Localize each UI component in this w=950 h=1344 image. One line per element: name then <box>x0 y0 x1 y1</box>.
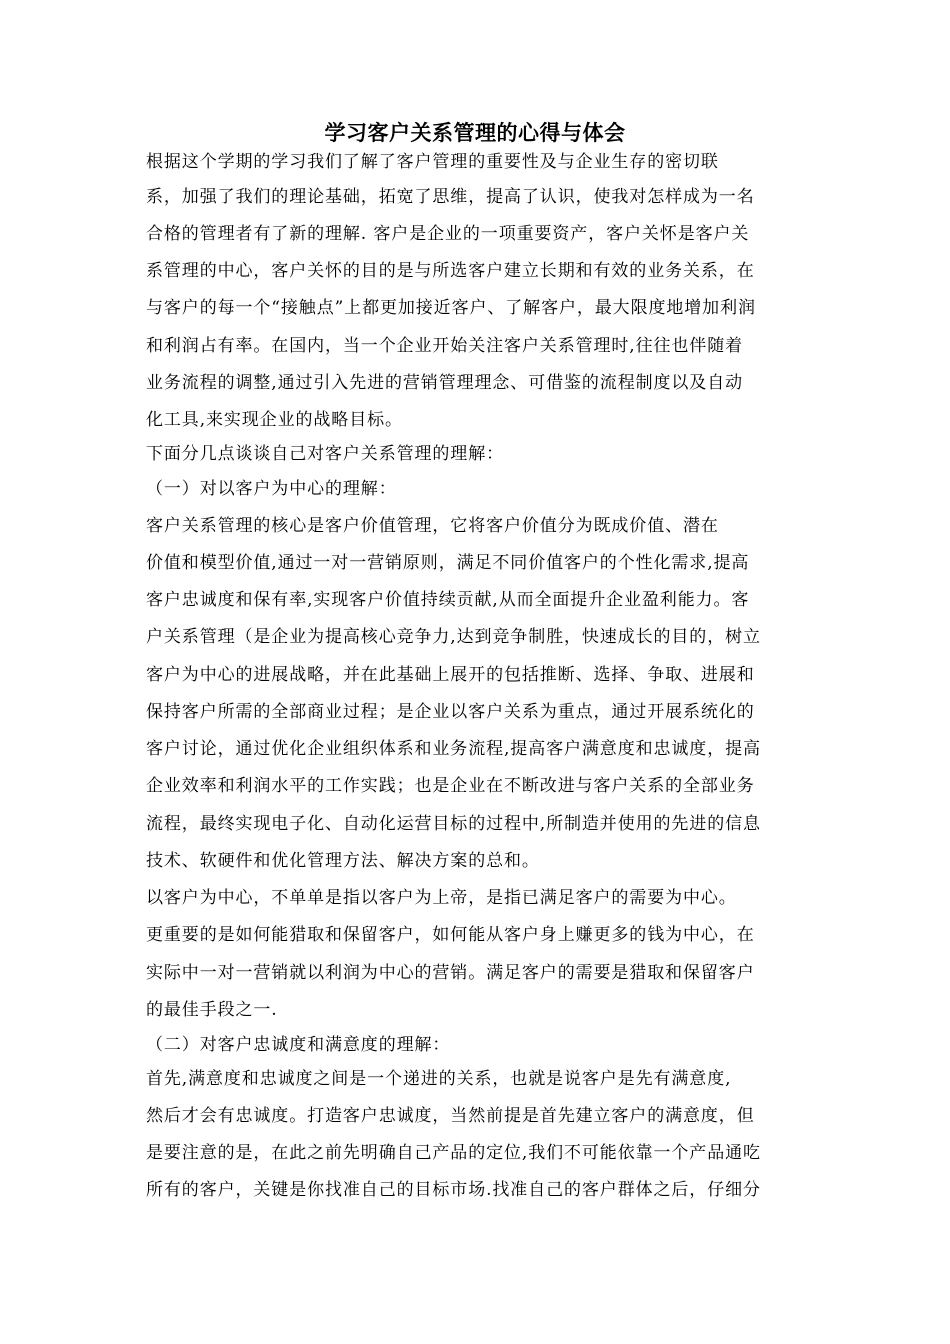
document-title: 学习客户关系管理的心得与体会 <box>324 121 626 145</box>
paragraph-line: 的最佳手段之一. <box>146 1000 278 1020</box>
paragraph-line: 客户为中心的进展战略，并在此基础上展开的包括推断、选择、争取、进展和 <box>146 665 755 685</box>
paragraph-line: 以客户为中心，不单单是指以客户为上帝，是指已满足客户的需要为中心。 <box>146 888 737 908</box>
section-heading: （二）对客户忠诚度和满意度的理解： <box>146 1035 451 1055</box>
paragraph-line: 流程，最终实现电子化、自动化运营目标的过程中,所制造并使用的先进的信息 <box>146 814 761 834</box>
paragraph-line: 系管理的中心，客户关怀的目的是与所选客户建立长期和有效的业务关系，在 <box>146 261 755 281</box>
paragraph-line: 客户忠诚度和保有率,实现客户价值持续贡献,从而全面提升企业盈利能力。客 <box>146 590 750 610</box>
paragraph-line: 价值和模型价值,通过一对一营销原则，满足不同价值客户的个性化需求,提高 <box>146 553 750 573</box>
paragraph-line: 户关系管理（是企业为提高核心竞争力,达到竞争制胜，快速成长的目的，树立 <box>146 627 761 647</box>
paragraph-line: 与客户的每一个“接触点”上都更加接近客户、了解客户，最大限度地增加利润 <box>146 298 756 318</box>
paragraph-line: 企业效率和利润水平的工作实践；也是企业在不断改进与客户关系的全部业务 <box>146 776 755 796</box>
paragraph-line: 实际中一对一营销就以利润为中心的营销。满足客户的需要是猎取和保留客户 <box>146 963 755 983</box>
paragraph-line: 下面分几点谈谈自己对客户关系管理的理解： <box>146 444 504 464</box>
paragraph-line: 是要注意的是，在此之前先明确自己产品的定位,我们不可能依靠一个产品通吃 <box>146 1143 761 1163</box>
paragraph-line: 系，加强了我们的理论基础，拓宽了思维，提高了认识，使我对怎样成为一名 <box>146 187 755 207</box>
paragraph-line: 所有的客户，关键是你找准自己的目标市场.找准自己的客户群体之后，仔细分 <box>146 1180 761 1200</box>
paragraph-line: 和利润占有率。在国内，当一个企业开始关注客户关系管理时,往往也伴随着 <box>146 336 744 356</box>
paragraph-line: 保持客户所需的全部商业过程；是企业以客户关系为重点，通过开展系统化的 <box>146 702 755 722</box>
paragraph-line: 客户关系管理的核心是客户价值管理，它将客户价值分为既成价值、潜在 <box>146 516 719 536</box>
paragraph-line: 技术、软硬件和优化管理方法、解决方案的总和。 <box>146 851 540 871</box>
paragraph-line: 更重要的是如何能猎取和保留客户，如何能从客户身上赚更多的钱为中心，在 <box>146 925 755 945</box>
paragraph-line: 合格的管理者有了新的理解. 客户是企业的一项重要资产，客户关怀是客户关 <box>146 224 750 244</box>
paragraph-line: 业务流程的调整,通过引入先进的营销管理理念、可借鉴的流程制度以及自动 <box>146 373 744 393</box>
paragraph-line: 根据这个学期的学习我们了解了客户管理的重要性及与企业生存的密切联 <box>146 152 719 172</box>
paragraph-line: 化工具,来实现企业的战略目标。 <box>146 410 403 430</box>
paragraph-line: 然后才会有忠诚度。打造客户忠诚度，当然前提是首先建立客户的满意度，但 <box>146 1106 755 1126</box>
paragraph-line: 客户讨论，通过优化企业组织体系和业务流程,提高客户满意度和忠诚度，提高 <box>146 739 761 759</box>
section-heading: （一）对以客户为中心的理解： <box>146 479 397 499</box>
paragraph-line: 首先,满意度和忠诚度之间是一个递进的关系，也就是说客户是先有满意度, <box>146 1069 732 1089</box>
